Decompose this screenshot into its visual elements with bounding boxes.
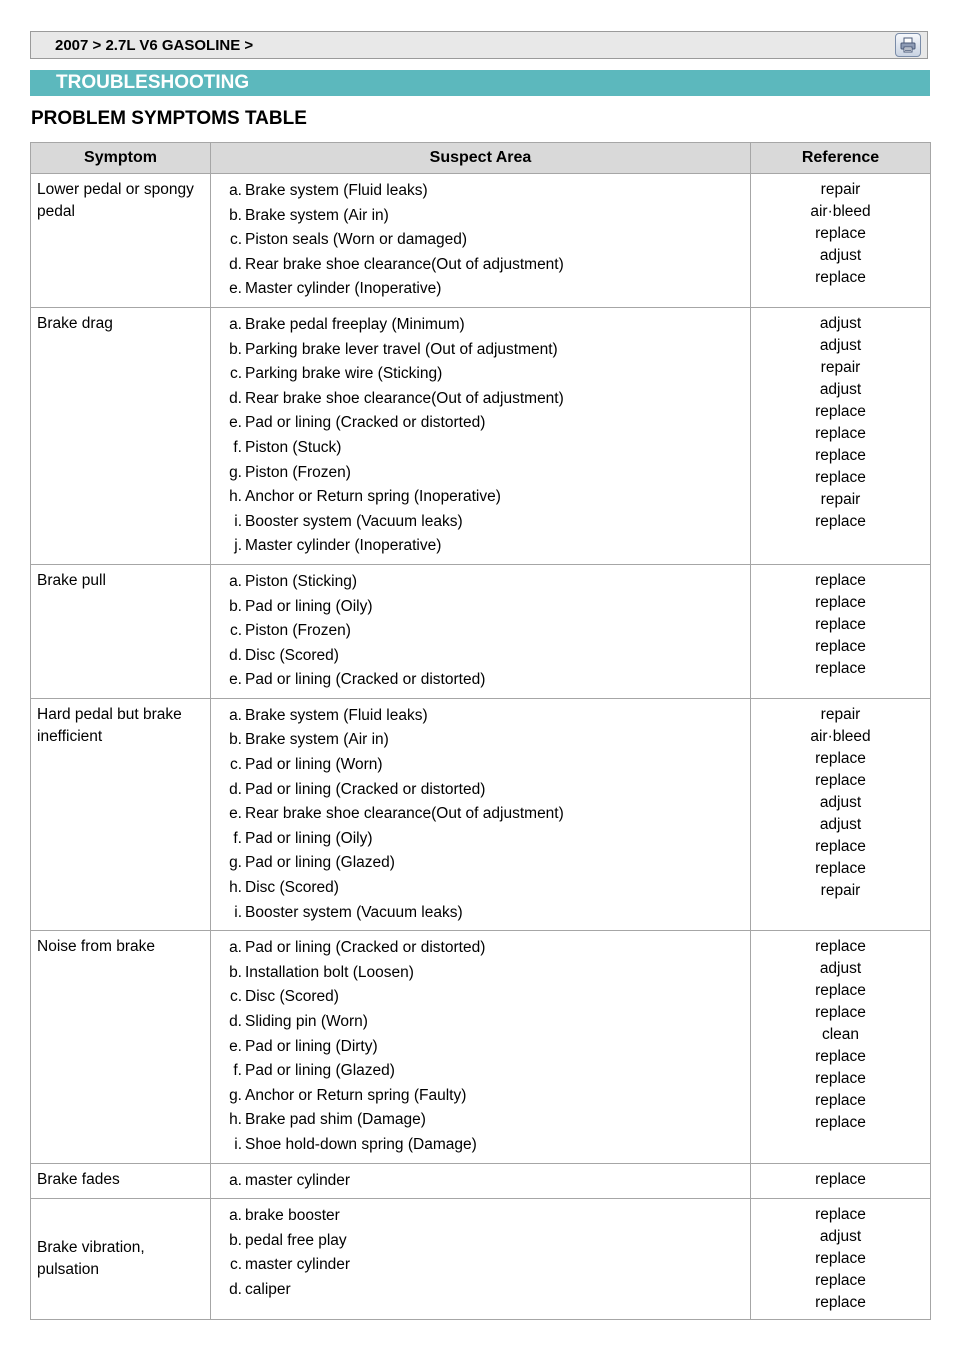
suspect-item-text: Anchor or Return spring (Faulty): [245, 1086, 467, 1104]
suspect-item: [222, 1229, 742, 1254]
reference-item: replace: [815, 1092, 866, 1110]
table-row: [31, 1163, 931, 1199]
reference-item: adjust: [819, 1228, 862, 1246]
suspect-item-text: Rear brake shoe clearance(Out of adjustment): [245, 389, 564, 407]
suspect-item-letter: c.: [229, 622, 242, 640]
suspect-item: [222, 936, 742, 961]
table-row: [31, 698, 931, 930]
suspect-item-text: Brake pad shim (Damage): [245, 1111, 426, 1129]
symptoms-table: [30, 142, 931, 1320]
suspect-item: [222, 851, 742, 876]
suspect-area-cell: [211, 307, 751, 564]
suspect-item-letter: e.: [229, 671, 242, 689]
suspect-item: [222, 436, 742, 461]
suspect-item-letter: i.: [234, 903, 242, 921]
reference-cell: [751, 698, 931, 930]
table-header-row: [31, 143, 931, 174]
reference-item: repair: [820, 705, 861, 723]
suspect-item: [222, 1035, 742, 1060]
table-row: [31, 564, 931, 698]
suspect-item: [222, 1084, 742, 1109]
suspect-item-letter: i.: [234, 512, 242, 530]
suspect-item-text: Pad or lining (Oily): [245, 597, 373, 615]
suspect-item-text: Pad or lining (Cracked or distorted): [245, 780, 486, 798]
suspect-item-text: Brake system (Fluid leaks): [245, 706, 428, 724]
suspect-item-letter: g.: [229, 1086, 242, 1104]
suspect-item-letter: b.: [229, 1231, 242, 1249]
suspect-item-text: Rear brake shoe clearance(Out of adjustment): [245, 255, 564, 273]
suspect-item-letter: a.: [229, 572, 242, 590]
reference-item: air·bleed: [810, 203, 871, 220]
reference-item: replace: [815, 938, 866, 956]
reference-item: replace: [815, 637, 866, 655]
suspect-item-letter: d.: [229, 780, 242, 798]
suspect-item-text: Booster system (Vacuum leaks): [245, 512, 463, 530]
suspect-item-letter: d.: [229, 646, 242, 664]
suspect-item-letter: a.: [229, 182, 242, 199]
table-row: [31, 307, 931, 564]
reference-item: replace: [815, 859, 866, 877]
reference-cell: [751, 1199, 931, 1320]
suspect-item-letter: a.: [229, 939, 242, 957]
suspect-item-text: brake booster: [245, 1207, 340, 1225]
suspect-item-text: Installation bolt (Loosen): [245, 963, 414, 981]
suspect-item-text: Brake system (Air in): [245, 731, 389, 749]
suspect-item: [222, 802, 742, 827]
symptom-cell: Noise from brake: [31, 931, 211, 1163]
suspect-item-letter: c.: [229, 756, 242, 774]
suspect-item-text: Piston (Stuck): [245, 438, 342, 456]
suspect-item-letter: d.: [229, 389, 242, 407]
suspect-item: [222, 1010, 742, 1035]
suspect-area-cell: [211, 931, 751, 1163]
suspect-item-text: pedal free play: [245, 1231, 347, 1249]
reference-item: replace: [815, 615, 866, 633]
suspect-item-letter: d.: [229, 1280, 242, 1298]
reference-item: replace: [815, 659, 866, 677]
suspect-item: [222, 461, 742, 486]
table-body: [31, 174, 931, 1320]
suspect-item: [222, 753, 742, 778]
suspect-item: [222, 644, 742, 669]
suspect-item: [222, 704, 742, 729]
reference-cell: [751, 174, 931, 308]
suspect-item-letter: e.: [229, 280, 242, 298]
reference-item: air·bleed: [810, 727, 871, 745]
suspect-item-text: Pad or lining (Dirty): [245, 1037, 378, 1055]
reference-item: repair: [820, 358, 861, 376]
suspect-item: [222, 485, 742, 510]
suspect-item: [222, 277, 742, 302]
reference-item: replace: [815, 749, 866, 767]
suspect-item-letter: c.: [229, 231, 242, 249]
suspect-item-letter: e.: [229, 1037, 242, 1055]
suspect-item: [222, 985, 742, 1010]
reference-item: adjust: [819, 960, 862, 978]
reference-item: adjust: [819, 380, 862, 398]
reference-item: replace: [815, 402, 866, 420]
reference-item: adjust: [819, 336, 862, 354]
suspect-item: [222, 387, 742, 412]
suspect-item: [222, 961, 742, 986]
suspect-item-text: Booster system (Vacuum leaks): [245, 903, 463, 921]
reference-item: replace: [815, 1250, 866, 1268]
suspect-item: [222, 204, 742, 229]
suspect-item-text: Pad or lining (Cracked or distorted): [245, 414, 486, 432]
suspect-item: [222, 619, 742, 644]
suspect-item-letter: a.: [229, 706, 242, 724]
page-heading: PROBLEM SYMPTOMS TABLE: [31, 108, 307, 129]
suspect-item: [222, 1253, 742, 1278]
suspect-item-letter: f.: [233, 829, 242, 847]
reference-item: adjust: [819, 793, 862, 811]
suspect-item-letter: d.: [229, 255, 242, 273]
reference-cell: [751, 931, 931, 1163]
suspect-item: [222, 411, 742, 436]
suspect-item-letter: h.: [229, 1111, 242, 1129]
suspect-item-text: Pad or lining (Glazed): [245, 854, 395, 872]
table-row: [31, 1199, 931, 1320]
suspect-area-cell: [211, 564, 751, 698]
reference-item: adjust: [819, 314, 862, 332]
breadcrumb-bar: [30, 31, 928, 59]
suspect-item-text: Disc (Scored): [245, 879, 339, 897]
reference-item: clean: [821, 1026, 860, 1044]
reference-cell: [751, 307, 931, 564]
suspect-item-text: master cylinder: [245, 1171, 351, 1189]
reference-cell: [751, 1163, 931, 1199]
reference-item: replace: [815, 1114, 866, 1132]
suspect-item: [222, 179, 742, 204]
suspect-item-text: Piston (Frozen): [245, 463, 351, 481]
suspect-item-text: Disc (Scored): [245, 988, 339, 1006]
reference-item: replace: [815, 1004, 866, 1022]
section-title: TROUBLESHOOTING: [56, 72, 250, 93]
suspect-area-cell: [211, 1199, 751, 1320]
suspect-item-letter: h.: [229, 488, 242, 506]
suspect-item-letter: b.: [229, 731, 242, 749]
suspect-item: [222, 1059, 742, 1084]
suspect-item-letter: b.: [229, 206, 242, 224]
suspect-item: [222, 668, 742, 693]
suspect-item-letter: c.: [229, 1256, 242, 1274]
suspect-item-text: Brake system (Air in): [245, 206, 389, 224]
suspect-item: [222, 728, 742, 753]
suspect-item: [222, 510, 742, 535]
reference-item: replace: [815, 468, 866, 486]
reference-item: replace: [815, 1272, 866, 1290]
reference-item: replace: [815, 1048, 866, 1066]
reference-item: repair: [820, 490, 861, 508]
suspect-item-letter: c.: [229, 988, 242, 1006]
suspect-item-text: Rear brake shoe clearance(Out of adjustment): [245, 805, 564, 823]
suspect-item: [222, 313, 742, 338]
suspect-item-letter: d.: [229, 1013, 242, 1030]
print-button[interactable]: [895, 33, 921, 57]
suspect-item-text: Disc (Scored): [245, 646, 339, 664]
suspect-item: [222, 362, 742, 387]
suspect-item-text: Master cylinder (Inoperative): [245, 280, 442, 298]
suspect-item-letter: f.: [233, 1062, 242, 1080]
reference-item: repair: [820, 881, 861, 899]
reference-item: adjust: [819, 247, 862, 264]
suspect-item: [222, 827, 742, 852]
symptom-cell: Brake vibration, pulsation: [31, 1199, 211, 1320]
suspect-item-letter: a.: [229, 1207, 242, 1225]
suspect-item: [222, 253, 742, 278]
suspect-area-cell: [211, 698, 751, 930]
suspect-item-letter: e.: [229, 414, 242, 432]
suspect-item: [222, 901, 742, 926]
suspect-item: [222, 534, 742, 559]
breadcrumb: 2007 > 2.7L V6 GASOLINE >: [55, 37, 254, 54]
suspect-item-letter: b.: [229, 597, 242, 615]
suspect-item-text: Piston (Sticking): [245, 572, 357, 590]
suspect-area-cell: [211, 1163, 751, 1199]
suspect-item-text: Pad or lining (Glazed): [245, 1062, 395, 1080]
suspect-item-text: Brake pedal freeplay (Minimum): [245, 315, 465, 333]
suspect-item-letter: a.: [229, 315, 242, 333]
suspect-item: [222, 1278, 742, 1303]
suspect-item-text: Pad or lining (Oily): [245, 829, 373, 847]
reference-item: replace: [815, 1070, 866, 1088]
symptom-cell: Brake drag: [31, 307, 211, 564]
suspect-item: [222, 595, 742, 620]
printer-icon: [899, 36, 917, 54]
column-header-symptom: Symptom: [31, 143, 211, 174]
suspect-item-text: Pad or lining (Cracked or distorted): [245, 939, 486, 957]
suspect-item-letter: c.: [229, 365, 242, 383]
reference-item: replace: [815, 269, 866, 286]
suspect-item-text: Parking brake wire (Sticking): [245, 365, 443, 383]
reference-item: replace: [815, 512, 866, 530]
suspect-area-cell: [211, 174, 751, 308]
reference-item: replace: [815, 446, 866, 464]
suspect-item-letter: i.: [234, 1135, 242, 1153]
suspect-item: [222, 778, 742, 803]
symptoms-table-container: [30, 142, 930, 1312]
table-row: [31, 174, 931, 308]
column-header-suspect-area: Suspect Area: [211, 143, 751, 174]
reference-item: adjust: [819, 815, 862, 833]
suspect-item-letter: e.: [229, 805, 242, 823]
suspect-item-letter: g.: [229, 854, 242, 872]
suspect-item-text: Anchor or Return spring (Inoperative): [245, 488, 501, 506]
symptom-cell: Hard pedal but brake inefficient: [31, 698, 211, 930]
suspect-item-text: caliper: [245, 1280, 291, 1298]
suspect-item: [222, 228, 742, 253]
reference-item: replace: [815, 982, 866, 1000]
suspect-item: [222, 338, 742, 363]
suspect-item: [222, 1108, 742, 1133]
column-header-reference: Reference: [751, 143, 931, 174]
suspect-item-text: Piston seals (Worn or damaged): [245, 231, 467, 249]
suspect-item-letter: h.: [229, 879, 242, 897]
reference-item: repair: [820, 181, 861, 198]
reference-item: replace: [815, 1294, 866, 1312]
suspect-item: [222, 1169, 742, 1194]
suspect-item-letter: g.: [229, 463, 242, 481]
suspect-item: [222, 1133, 742, 1158]
suspect-item-text: master cylinder: [245, 1256, 351, 1274]
suspect-item-letter: j.: [234, 537, 242, 555]
suspect-item-text: Piston (Frozen): [245, 622, 351, 640]
suspect-item-letter: a.: [229, 1171, 242, 1189]
reference-item: replace: [815, 593, 866, 611]
suspect-item-text: Pad or lining (Worn): [245, 756, 383, 774]
reference-item: replace: [815, 1206, 866, 1224]
reference-item: replace: [815, 1170, 866, 1188]
suspect-item-letter: b.: [229, 963, 242, 981]
table-row: [31, 931, 931, 1163]
symptom-cell: Brake pull: [31, 564, 211, 698]
suspect-item-text: Brake system (Fluid leaks): [245, 182, 428, 199]
suspect-item-text: Shoe hold-down spring (Damage): [245, 1135, 477, 1153]
reference-item: replace: [815, 837, 866, 855]
reference-item: replace: [815, 225, 866, 242]
symptom-cell: Brake fades: [31, 1163, 211, 1199]
suspect-item-letter: f.: [233, 438, 242, 456]
reference-item: replace: [815, 571, 866, 589]
suspect-item: [222, 876, 742, 901]
suspect-item-text: Pad or lining (Cracked or distorted): [245, 671, 486, 689]
reference-item: replace: [815, 424, 866, 442]
suspect-item-text: Master cylinder (Inoperative): [245, 537, 442, 555]
suspect-item-text: Sliding pin (Worn): [245, 1013, 368, 1030]
symptom-cell: Lower pedal or spongy pedal: [31, 174, 211, 308]
reference-cell: [751, 564, 931, 698]
suspect-item: [222, 1204, 742, 1229]
section-header: [30, 70, 930, 96]
reference-item: replace: [815, 771, 866, 789]
suspect-item-text: Parking brake lever travel (Out of adjustment): [245, 340, 558, 358]
suspect-item: [222, 570, 742, 595]
suspect-item-letter: b.: [229, 340, 242, 358]
